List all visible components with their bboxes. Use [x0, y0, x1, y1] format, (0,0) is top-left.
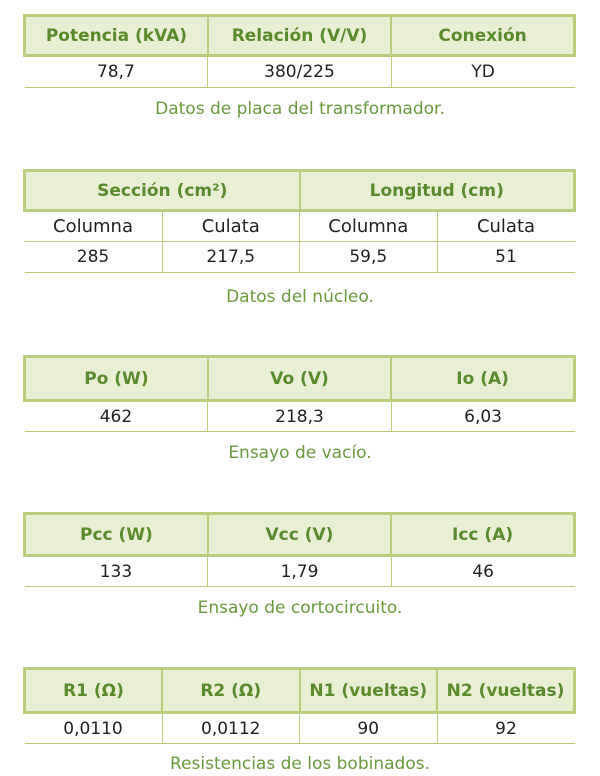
core-table [23, 169, 576, 273]
caption-no-load: Ensayo de vacío. [228, 443, 372, 463]
nameplate-table [23, 14, 576, 88]
cell-vo: 218,3 [208, 401, 391, 432]
subheader-seccion-columna: Columna [25, 211, 163, 242]
core-table-block [23, 169, 576, 273]
header-n2: N2 (vueltas) [437, 669, 575, 713]
cell-seccion-columna: 285 [25, 242, 163, 273]
cell-r1: 0,0110 [25, 713, 163, 744]
cell-longitud-culata: 51 [437, 242, 575, 273]
header-r1: R1 (Ω) [25, 669, 163, 713]
nameplate-table-block [23, 14, 576, 88]
header-vcc: Vcc (V) [208, 514, 391, 556]
cell-n2: 92 [437, 713, 575, 744]
windings-table-block [23, 667, 576, 744]
header-n1: N1 (vueltas) [300, 669, 438, 713]
caption-core: Datos del núcleo. [226, 287, 374, 307]
caption-short-circuit: Ensayo de cortocircuito. [197, 598, 403, 618]
short-circuit-table [23, 512, 576, 587]
no-load-table [23, 355, 576, 432]
header-icc: Icc (A) [391, 514, 574, 556]
header-io: Io (A) [391, 357, 574, 401]
short-circuit-table-block [23, 512, 576, 587]
subheader-longitud-culata: Culata [437, 211, 575, 242]
cell-icc: 46 [391, 556, 574, 587]
cell-r2: 0,0112 [162, 713, 300, 744]
header-r2: R2 (Ω) [162, 669, 300, 713]
subheader-seccion-culata: Culata [162, 211, 300, 242]
header-conexion: Conexión [391, 16, 574, 56]
cell-po: 462 [25, 401, 208, 432]
header-po: Po (W) [25, 357, 208, 401]
header-seccion: Sección (cm²) [25, 171, 300, 211]
cell-longitud-columna: 59,5 [300, 242, 438, 273]
header-vo: Vo (V) [208, 357, 391, 401]
caption-nameplate: Datos de placa del transformador. [155, 99, 445, 119]
cell-vcc: 1,79 [208, 556, 391, 587]
header-relacion: Relación (V/V) [208, 16, 391, 56]
subheader-longitud-columna: Columna [300, 211, 438, 242]
no-load-table-block [23, 355, 576, 432]
cell-conexion: YD [391, 56, 574, 88]
cell-pcc: 133 [25, 556, 208, 587]
header-pcc: Pcc (W) [25, 514, 208, 556]
cell-seccion-culata: 217,5 [162, 242, 300, 273]
caption-windings: Resistencias de los bobinados. [170, 754, 430, 774]
header-potencia: Potencia (kVA) [25, 16, 208, 56]
cell-potencia: 78,7 [25, 56, 208, 88]
cell-io: 6,03 [391, 401, 574, 432]
windings-table [23, 667, 576, 744]
cell-n1: 90 [300, 713, 438, 744]
cell-relacion: 380/225 [208, 56, 391, 88]
header-longitud: Longitud (cm) [300, 171, 575, 211]
